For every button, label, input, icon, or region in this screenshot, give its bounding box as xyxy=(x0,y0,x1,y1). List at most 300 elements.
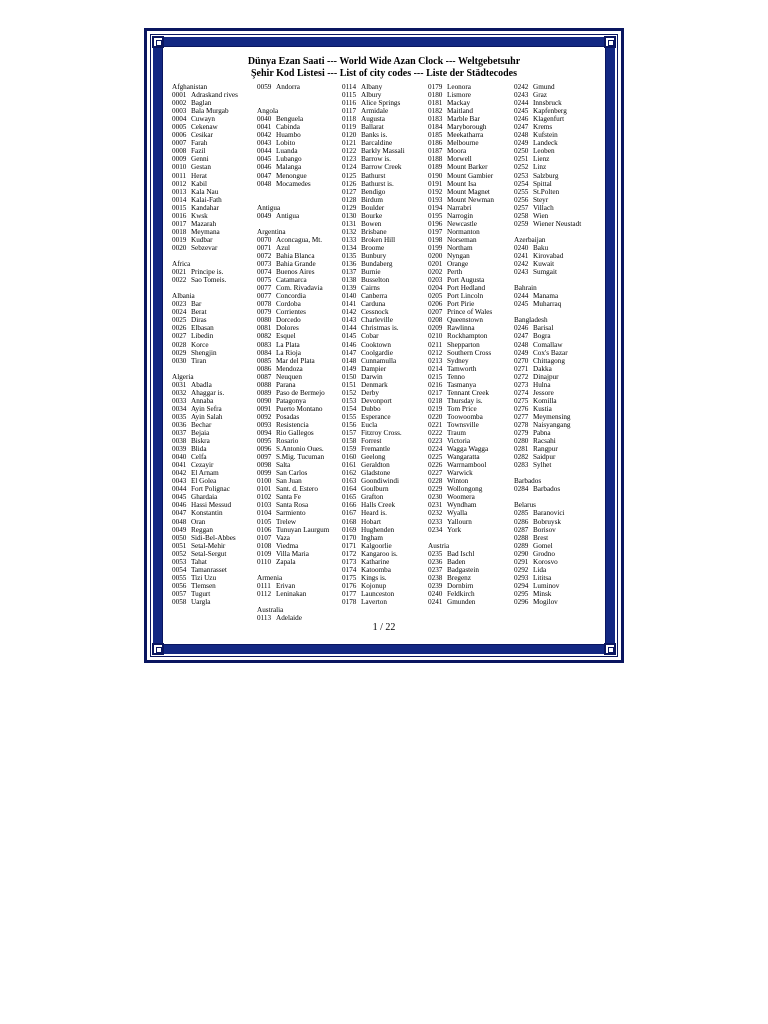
city-entry xyxy=(257,341,343,349)
city-code: 0037 xyxy=(172,429,187,438)
city-name: Northam xyxy=(447,243,473,252)
city-name: Principe is. xyxy=(191,268,224,277)
city-code: 0170 xyxy=(342,533,357,542)
city-entry xyxy=(172,115,258,123)
city-name: Grafton xyxy=(361,493,384,502)
city-code: 0047 xyxy=(172,509,187,518)
city-name: Tasmanya xyxy=(447,380,477,389)
city-entry xyxy=(514,413,600,421)
city-code: 0041 xyxy=(172,461,187,470)
city-name: Tiran xyxy=(191,356,207,365)
city-entry xyxy=(342,204,428,212)
city-name: Albany xyxy=(361,83,383,91)
city-code: 0184 xyxy=(428,123,443,132)
city-entry xyxy=(342,268,428,276)
city-code: 0049 xyxy=(257,211,272,220)
city-name: Cabinda xyxy=(276,123,300,132)
country-heading: Afghanistan xyxy=(172,83,208,91)
city-name: Bar xyxy=(191,300,202,309)
city-name: Cunnamulla xyxy=(361,356,397,365)
city-code: 0274 xyxy=(514,388,529,397)
city-code: 0252 xyxy=(514,163,529,172)
city-code: 0165 xyxy=(342,493,357,502)
city-code: 0030 xyxy=(172,356,187,365)
city-code: 0012 xyxy=(172,179,187,188)
page-number: 1 / 22 xyxy=(372,622,396,633)
city-name: Gladstone xyxy=(361,469,391,478)
city-entry xyxy=(172,155,258,163)
spacer-row xyxy=(257,598,343,606)
city-name: Maitland xyxy=(447,107,473,116)
city-code: 0177 xyxy=(342,589,357,598)
city-code: 0114 xyxy=(342,83,357,91)
city-entry xyxy=(257,485,343,493)
city-code: 0203 xyxy=(428,276,443,285)
city-code: 0023 xyxy=(172,300,187,309)
city-entry xyxy=(514,582,600,590)
city-name: Port Augusta xyxy=(447,276,485,285)
city-name: Bathurst is. xyxy=(361,179,394,188)
city-code: 0044 xyxy=(257,147,272,156)
city-entry xyxy=(428,365,514,373)
city-entry xyxy=(428,558,514,566)
city-code: 0295 xyxy=(514,589,529,598)
city-entry xyxy=(514,292,600,300)
city-entry xyxy=(428,324,514,332)
city-name: Leoben xyxy=(533,147,555,156)
city-name: Gmund xyxy=(533,83,555,91)
city-entry xyxy=(342,107,428,115)
city-entry xyxy=(342,180,428,188)
city-name: Kapfenberg xyxy=(533,107,567,116)
city-code: 0034 xyxy=(172,404,187,413)
city-name: Moora xyxy=(447,147,467,156)
city-name: Villach xyxy=(533,203,554,212)
city-name: Barkly Massali xyxy=(361,147,405,156)
city-name: Blida xyxy=(191,445,207,454)
city-name: Paso de Bermejo xyxy=(276,388,325,397)
city-code: 0243 xyxy=(514,268,529,277)
city-name: Bad Ischl xyxy=(447,549,475,558)
city-name: Ayin Sefra xyxy=(191,404,222,413)
city-name: Shepparton xyxy=(447,340,480,349)
city-name: Patagonya xyxy=(276,396,306,405)
city-entry xyxy=(428,349,514,357)
city-name: Kudbar xyxy=(191,235,213,244)
city-entry xyxy=(514,196,600,204)
city-entry xyxy=(428,91,514,99)
city-code: 0135 xyxy=(342,251,357,260)
city-code: 0228 xyxy=(428,477,443,486)
city-code: 0057 xyxy=(172,589,187,598)
city-entry xyxy=(342,542,428,550)
city-name: Com. Rivadavia xyxy=(276,284,323,293)
city-entry xyxy=(514,107,600,115)
city-entry xyxy=(257,526,343,534)
city-name: Derby xyxy=(361,388,379,397)
city-code: 0219 xyxy=(428,404,443,413)
city-code: 0080 xyxy=(257,316,272,325)
city-code: 0163 xyxy=(342,477,357,486)
country-heading: Bangladesh xyxy=(514,316,548,325)
city-name: Cairns xyxy=(361,284,380,293)
city-code: 0289 xyxy=(514,541,529,550)
city-entry xyxy=(257,268,343,276)
city-code: 0002 xyxy=(172,99,187,108)
city-entry xyxy=(342,308,428,316)
city-code: 0239 xyxy=(428,581,443,590)
city-code: 0232 xyxy=(428,509,443,518)
city-code: 0117 xyxy=(342,107,357,116)
city-code: 0058 xyxy=(172,598,187,606)
city-name: Port Lincoln xyxy=(447,292,484,301)
city-name: Bejaia xyxy=(191,429,210,438)
city-name: Cordoba xyxy=(276,300,301,309)
city-name: Salzburg xyxy=(533,171,559,180)
city-code: 0006 xyxy=(172,131,187,140)
city-code: 0238 xyxy=(428,573,443,582)
city-name: Vaza xyxy=(276,533,290,542)
city-code: 0226 xyxy=(428,461,443,470)
city-code: 0147 xyxy=(342,348,357,357)
city-entry xyxy=(172,163,258,171)
city-entry xyxy=(514,155,600,163)
city-name: Cezayir xyxy=(191,461,214,470)
city-code: 0211 xyxy=(428,340,443,349)
city-code: 0190 xyxy=(428,171,443,180)
city-code: 0142 xyxy=(342,308,357,317)
city-entry xyxy=(514,324,600,332)
city-entry xyxy=(257,421,343,429)
city-code: 0027 xyxy=(172,332,187,341)
city-entry xyxy=(257,461,343,469)
city-code: 0052 xyxy=(172,549,187,558)
city-code: 0237 xyxy=(428,565,443,574)
city-code: 0277 xyxy=(514,412,529,421)
city-entry xyxy=(342,509,428,517)
city-entry xyxy=(428,188,514,196)
city-entry xyxy=(257,493,343,501)
city-entry xyxy=(428,99,514,107)
city-code: 0217 xyxy=(428,388,443,397)
city-entry xyxy=(514,260,600,268)
city-code: 0059 xyxy=(257,83,272,91)
spacer-row xyxy=(257,188,343,196)
city-name: Herat xyxy=(191,171,207,180)
spacer-row xyxy=(257,566,343,574)
city-name: Newcastle xyxy=(447,219,477,228)
city-code: 0082 xyxy=(257,332,272,341)
city-code: 0244 xyxy=(514,292,529,301)
city-column-5 xyxy=(514,83,600,606)
city-entry xyxy=(172,397,258,405)
city-name: Wagga Wagga xyxy=(447,445,489,454)
city-entry xyxy=(514,99,600,107)
city-name: Posadas xyxy=(276,412,300,421)
city-code: 0024 xyxy=(172,308,187,317)
city-entry xyxy=(428,566,514,574)
city-code: 0207 xyxy=(428,308,443,317)
city-entry xyxy=(428,292,514,300)
city-name: Gestan xyxy=(191,163,211,172)
city-entry xyxy=(514,373,600,381)
city-entry xyxy=(172,437,258,445)
city-name: Kustia xyxy=(533,404,552,413)
city-name: Baden xyxy=(447,557,466,566)
city-code: 0143 xyxy=(342,316,357,325)
city-code: 0043 xyxy=(172,477,187,486)
city-code: 0089 xyxy=(257,388,272,397)
city-code: 0119 xyxy=(342,123,357,132)
city-name: Baranovici xyxy=(533,509,565,518)
city-entry xyxy=(428,308,514,316)
city-entry xyxy=(428,550,514,558)
city-code: 0055 xyxy=(172,573,187,582)
city-code: 0248 xyxy=(514,131,529,140)
city-entry xyxy=(172,357,258,365)
city-entry xyxy=(342,91,428,99)
city-code: 0187 xyxy=(428,147,443,156)
city-code: 0176 xyxy=(342,581,357,590)
city-code: 0035 xyxy=(172,412,187,421)
city-entry xyxy=(257,429,343,437)
city-code: 0282 xyxy=(514,453,529,462)
city-entry xyxy=(342,526,428,534)
city-name: Goondiwindi xyxy=(361,477,399,486)
city-entry xyxy=(514,445,600,453)
city-code: 0216 xyxy=(428,380,443,389)
city-name: Grodno xyxy=(533,549,555,558)
city-entry xyxy=(514,526,600,534)
city-name: Wyndham xyxy=(447,501,477,510)
city-name: Maryborough xyxy=(447,123,487,132)
city-entry xyxy=(342,397,428,405)
city-code: 0141 xyxy=(342,300,357,309)
city-code: 0291 xyxy=(514,557,529,566)
city-code: 0007 xyxy=(172,139,187,148)
city-name: Warwick xyxy=(447,469,473,478)
city-code: 0079 xyxy=(257,308,272,317)
city-name: Port Pirie xyxy=(447,300,475,309)
city-entry xyxy=(257,316,343,324)
city-code: 0247 xyxy=(514,332,529,341)
city-name: Geelong xyxy=(361,453,386,462)
city-entry xyxy=(172,421,258,429)
city-name: Goulburn xyxy=(361,485,389,494)
city-name: Esquel xyxy=(276,332,296,341)
city-entry xyxy=(172,300,258,308)
city-code: 0042 xyxy=(172,469,187,478)
city-name: Tamanrasset xyxy=(191,565,227,574)
city-code: 0224 xyxy=(428,445,443,454)
city-name: Eucla xyxy=(361,420,378,429)
city-entry xyxy=(342,534,428,542)
city-code: 0094 xyxy=(257,429,272,438)
city-name: Elbasan xyxy=(191,324,214,333)
city-entry xyxy=(428,300,514,308)
city-entry xyxy=(172,204,258,212)
city-name: Christmas is. xyxy=(361,324,399,333)
city-code: 0107 xyxy=(257,533,272,542)
city-code: 0083 xyxy=(257,340,272,349)
city-name: Bahia Blanca xyxy=(276,251,315,260)
city-code: 0056 xyxy=(172,581,187,590)
city-name: Victoria xyxy=(447,437,471,446)
city-code: 0115 xyxy=(342,91,357,100)
city-code: 0250 xyxy=(514,147,529,156)
city-name: Villa Maria xyxy=(276,549,309,558)
city-code: 0097 xyxy=(257,453,272,462)
city-entry xyxy=(428,469,514,477)
city-name: Klagenfurt xyxy=(533,115,565,124)
city-entry xyxy=(257,139,343,147)
city-code: 0218 xyxy=(428,396,443,405)
city-name: Santa Fe xyxy=(276,493,301,502)
city-entry xyxy=(172,268,258,276)
city-code: 0039 xyxy=(172,445,187,454)
city-entry xyxy=(342,373,428,381)
city-entry xyxy=(342,413,428,421)
city-name: Ghardaia xyxy=(191,493,218,502)
city-entry xyxy=(257,163,343,171)
city-name: Leninakan xyxy=(276,589,307,598)
city-code: 0276 xyxy=(514,404,529,413)
city-code: 0041 xyxy=(257,123,272,132)
city-entry xyxy=(342,574,428,582)
city-code: 0158 xyxy=(342,437,357,446)
city-entry xyxy=(342,381,428,389)
city-name: Darwin xyxy=(361,372,383,381)
city-code: 0150 xyxy=(342,372,357,381)
city-code: 0092 xyxy=(257,412,272,421)
city-code: 0113 xyxy=(257,614,272,623)
spacer-row xyxy=(514,308,600,316)
city-entry xyxy=(172,526,258,534)
city-entry xyxy=(342,99,428,107)
city-code: 0127 xyxy=(342,187,357,196)
city-code: 0213 xyxy=(428,356,443,365)
city-code: 0137 xyxy=(342,268,357,277)
city-entry xyxy=(257,252,343,260)
city-entry xyxy=(342,324,428,332)
city-code: 0173 xyxy=(342,557,357,566)
city-name: Hulna xyxy=(533,380,551,389)
city-entry xyxy=(514,421,600,429)
city-entry xyxy=(257,332,343,340)
city-name: Dampier xyxy=(361,364,387,373)
city-code: 0194 xyxy=(428,203,443,212)
city-entry xyxy=(257,381,343,389)
page-title-line1: Dünya Ezan Saati --- World Wide Azan Clock --- Weltgebetsuhr xyxy=(247,56,521,67)
city-name: Luminov xyxy=(533,581,560,590)
city-name: Bourke xyxy=(361,211,383,220)
city-entry xyxy=(428,381,514,389)
city-name: La Plata xyxy=(276,340,300,349)
city-name: Nyngan xyxy=(447,251,470,260)
city-code: 0251 xyxy=(514,155,529,164)
city-name: Sumgait xyxy=(533,268,557,277)
city-entry xyxy=(172,566,258,574)
country-heading: Albania xyxy=(172,292,195,301)
city-name: Busselton xyxy=(361,276,390,285)
city-code: 0214 xyxy=(428,364,443,373)
city-name: Benguela xyxy=(276,115,304,124)
city-code: 0072 xyxy=(257,251,272,260)
city-code: 0081 xyxy=(257,324,272,333)
country-heading: Antigua xyxy=(257,203,281,212)
city-name: Diras xyxy=(191,316,207,325)
city-code: 0212 xyxy=(428,348,443,357)
city-code: 0103 xyxy=(257,501,272,510)
city-code: 0071 xyxy=(257,243,272,252)
city-entry xyxy=(342,445,428,453)
city-entry xyxy=(514,405,600,413)
city-name: Racsahi xyxy=(533,437,556,446)
city-entry xyxy=(172,316,258,324)
city-entry xyxy=(428,429,514,437)
city-name: Narrogin xyxy=(447,211,473,220)
city-entry xyxy=(428,155,514,163)
city-code: 0286 xyxy=(514,517,529,526)
city-entry xyxy=(342,147,428,155)
city-name: Mount Barker xyxy=(447,163,488,172)
city-name: Melbourne xyxy=(447,139,479,148)
city-name: Coolgardie xyxy=(361,348,393,357)
city-code: 0200 xyxy=(428,251,443,260)
city-name: Shengjin xyxy=(191,348,217,357)
city-entry xyxy=(172,123,258,131)
city-code: 0296 xyxy=(514,598,529,606)
city-name: Esperance xyxy=(361,412,391,421)
city-name: Ingham xyxy=(361,533,383,542)
city-code: 0241 xyxy=(514,251,529,260)
city-code: 0046 xyxy=(172,501,187,510)
city-entry xyxy=(428,509,514,517)
city-code: 0111 xyxy=(257,581,271,590)
city-name: Kojonup xyxy=(361,581,387,590)
city-entry xyxy=(257,180,343,188)
city-name: Mount Magnet xyxy=(447,187,490,196)
city-code: 0032 xyxy=(172,388,187,397)
city-code: 0044 xyxy=(172,485,187,494)
city-entry xyxy=(257,389,343,397)
city-entry xyxy=(172,188,258,196)
city-entry xyxy=(514,204,600,212)
city-name: Rosario xyxy=(276,437,299,446)
city-entry xyxy=(342,260,428,268)
city-code: 0134 xyxy=(342,243,357,252)
city-entry xyxy=(514,461,600,469)
city-code: 0070 xyxy=(257,235,272,244)
city-name: San Juan xyxy=(276,477,302,486)
city-entry xyxy=(172,107,258,115)
city-code: 0108 xyxy=(257,541,272,550)
city-name: Baglan xyxy=(191,99,212,108)
city-code: 0078 xyxy=(257,300,272,309)
city-code: 0225 xyxy=(428,453,443,462)
city-name: Leonora xyxy=(447,83,471,91)
city-name: Canberra xyxy=(361,292,388,301)
city-code: 0129 xyxy=(342,203,357,212)
country-heading: Austria xyxy=(428,541,450,550)
city-name: Rangpur xyxy=(533,445,558,454)
city-entry xyxy=(342,276,428,284)
city-entry xyxy=(514,534,600,542)
city-code: 0140 xyxy=(342,292,357,301)
city-entry xyxy=(342,131,428,139)
city-entry xyxy=(428,405,514,413)
city-code: 0013 xyxy=(172,187,187,196)
